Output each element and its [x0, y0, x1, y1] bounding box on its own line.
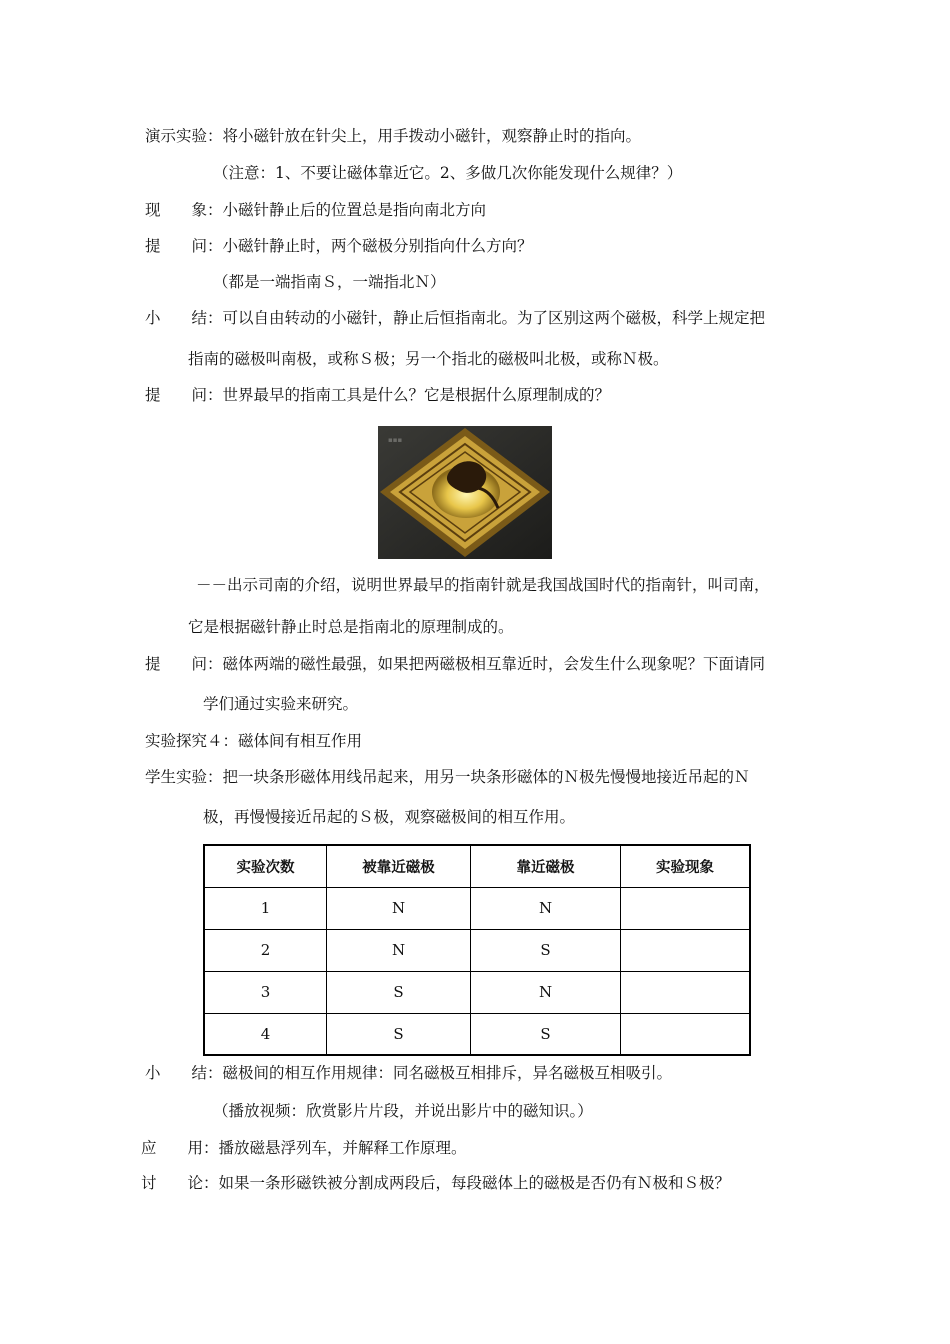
table-cell: S — [471, 929, 621, 971]
header-cell: 靠近磁极 — [471, 845, 621, 887]
summary-line-1: 小 结：可以自由转动的小磁针，静止后恒指南北。为了区别这两个磁极，科学上规定把 — [145, 309, 766, 327]
answer-line: （都是一端指南Ｓ，一端指北Ｎ） — [213, 273, 446, 291]
table-row — [204, 929, 750, 971]
table-cell: N — [327, 929, 471, 971]
header-cell: 实验现象 — [621, 845, 751, 887]
table-cell: S — [327, 1013, 471, 1055]
table-cell — [621, 1013, 751, 1055]
question-line-1: 提 问：小磁针静止时，两个磁极分别指向什么方向？ — [145, 237, 533, 255]
sinan-compass-image — [378, 426, 552, 559]
inquiry-title: 实验探究４：磁体间有相互作用 — [145, 732, 363, 750]
sinan-intro-line-2: 它是根据磁针静止时总是指南北的原理制成的。 — [188, 618, 514, 636]
header-cell: 实验次数 — [204, 845, 327, 887]
summary-line-3: 小 结：磁极间的相互作用规律：同名磁极互相排斥，异名磁极互相吸引。 — [145, 1064, 673, 1082]
table-cell: S — [327, 971, 471, 1013]
summary-line-2: 指南的磁极叫南极，或称Ｓ极；另一个指北的磁极叫北极，或称Ｎ极。 — [188, 350, 669, 368]
question-line-3-cont: 学们通过实验来研究。 — [203, 695, 359, 713]
sinan-intro-line-1: －－出示司南的介绍，说明世界最早的指南针就是我国战国时代的指南针，叫司南， — [196, 576, 770, 594]
table-cell: 1 — [204, 887, 327, 929]
table-row — [204, 971, 750, 1013]
table-cell: N — [327, 887, 471, 929]
header-cell: 被靠近磁极 — [327, 845, 471, 887]
experiment-table — [203, 844, 751, 1056]
student-experiment-line-1: 学生实验：把一块条形磁体用线吊起来，用另一块条形磁体的Ｎ极先慢慢地接近吊起的Ｎ — [145, 768, 750, 786]
table-row — [204, 1013, 750, 1055]
discussion-line: 讨 论：如果一条形磁铁被分割成两段后，每段磁体上的磁极是否仍有Ｎ极和Ｓ极？ — [141, 1174, 731, 1192]
table-cell: S — [471, 1013, 621, 1055]
note-line: （注意：1、不要让磁体靠近它。2、多做几次你能发现什么规律？） — [213, 164, 683, 182]
table-cell: N — [471, 971, 621, 1013]
table-cell — [621, 971, 751, 1013]
application-line: 应 用：播放磁悬浮列车，并解释工作原理。 — [141, 1139, 467, 1157]
video-line: （播放视频：欣赏影片片段，并说出影片中的磁知识。） — [213, 1102, 593, 1120]
phenomenon-line: 现 象：小磁针静止后的位置总是指向南北方向 — [145, 201, 487, 219]
table-cell — [621, 929, 751, 971]
student-experiment-line-2: 极，再慢慢接近吊起的Ｓ极，观察磁极间的相互作用。 — [203, 808, 576, 826]
table-header-row — [204, 845, 750, 887]
table-cell — [621, 887, 751, 929]
svg-text:▪▪▪: ▪▪▪ — [388, 436, 403, 444]
question-line-2: 提 问：世界最早的指南工具是什么？它是根据什么原理制成的？ — [145, 386, 611, 404]
table-row — [204, 887, 750, 929]
table-cell: 2 — [204, 929, 327, 971]
question-line-3: 提 问：磁体两端的磁性最强，如果把两磁极相互靠近时，会发生什么现象呢？下面请同 — [145, 655, 766, 673]
demo-experiment-line: 演示实验：将小磁针放在针尖上，用手拨动小磁针，观察静止时的指向。 — [145, 127, 642, 145]
table-cell: 3 — [204, 971, 327, 1013]
table-cell: N — [471, 887, 621, 929]
table-cell: 4 — [204, 1013, 327, 1055]
